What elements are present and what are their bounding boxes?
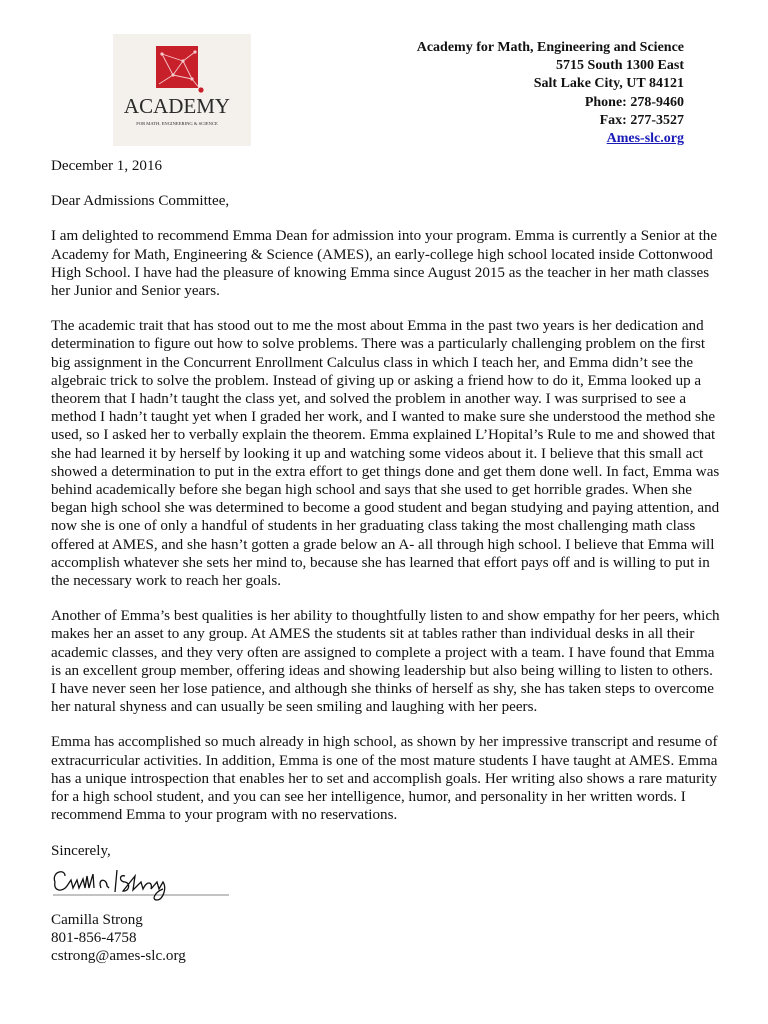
academy-logo xyxy=(113,34,251,146)
street-address: 5715 South 1300 East xyxy=(556,58,684,74)
letter-body xyxy=(51,157,721,966)
signer-phone: 801-856-4758 xyxy=(51,930,137,947)
paragraph-4: Emma has accomplished so much already in high school, as shown by her impressive transcript and resume of extracurricular activities. In addition, Emma is one of the most mature students I have taught at AMES. Emma has a unique introspection that enables her to set and accomplish goals. Her writing also shows a rare maturity for a high school student, and you can see her intelligence, humor, and personality in her written words. I recommend Emma to your program with no reservations. xyxy=(51,734,718,824)
paragraph-1: I am delighted to recommend Emma Dean for admission into your program. Emma is currently a Senior at the Academy for Math, Engineering & Science (AMES), an early-college high school located inside Cottonwood High School. I have had the pleasure of knowing Emma since August 2015 as the teacher in her math classes her Junior and Senior years. xyxy=(51,228,718,300)
signature-stroke-last xyxy=(115,870,165,900)
fax-number: Fax: 277-3527 xyxy=(599,112,684,128)
logo-wordmark: ACADEMY xyxy=(123,94,231,118)
signature-stroke-first xyxy=(54,871,109,889)
closing: Sincerely, xyxy=(51,842,111,859)
signature xyxy=(51,862,231,904)
signer-name: Camilla Strong xyxy=(51,911,143,928)
salutation: Dear Admissions Committee, xyxy=(51,193,230,210)
paragraph-2: The academic trait that has stood out to me the most about Emma in the past two years is her dedication and determination to figure out how to solve problems. There was a particularly challenging problem on the first big assignment in the Concurrent Enrollment Calculus class in which I teach her, and Emma didn’t see the algebraic trick to solve the problem. Instead of giving up or asking a friend how to do it, Emma looked up a theorem that I hadn’t taught the class yet, and solved the problem in another way. I was surprised to see a method I hadn’t taught yet when I graded her work, and I wanted to make sure she understood the method she used, so I asked her to verbally explain the theorem. Emma explained L’Hopital’s Rule to me and showed that she had learned it by herself by looking it up and watching some videos about it. I believe that this small act showed a determination to put in the extra effort to get things done and get them done well. In fact, Emma was behind academically before she began high school and says that she used to get horrible grades. When she began high school she was determined to become a good student and began studying and paying attention, and now she is one of only a handful of students in her graduating class taking the most challenging math class offered at AMES, and she hasn’t gotten a grade below an A- all through high school. I believe that Emma will accomplish whatever she sets her mind to, because she has learned that effort pays off and is willing to put in the necessary work to reach her goals. xyxy=(51,318,720,590)
website-link[interactable]: Ames-slc.org xyxy=(606,131,684,147)
org-name: Academy for Math, Engineering and Science xyxy=(416,40,684,55)
logo-tagline: FOR MATH, ENGINEERING & SCIENCE xyxy=(136,121,218,126)
logo-accent-dot xyxy=(198,87,203,92)
phone-number: Phone: 278-9460 xyxy=(584,94,684,110)
letterhead xyxy=(417,39,684,148)
letter-date: December 1, 2016 xyxy=(51,158,163,174)
signer-email: cstrong@ames-slc.org xyxy=(51,948,186,965)
signer-block xyxy=(51,911,721,966)
academy-logo-graphic xyxy=(113,34,251,146)
paragraph-3: Another of Emma’s best qualities is her ability to thoughtfully listen to and show empathy for her peers, which makes her an asset to any group. At AMES the students sit at tables rather than individual desks in all their academic classes, and they very often are assigned to complete a project with a team. I have found that Emma is an excellent group member, offering ideas and showing leadership but also being willing to listen to others. I have never seen her lose patience, and although she thinks of herself as shy, she has taken steps to overcome her natural shyness and can usually be seen smiling and laughing with her peers. xyxy=(51,608,720,716)
city-state-zip: Salt Lake City, UT 84121 xyxy=(533,76,684,92)
